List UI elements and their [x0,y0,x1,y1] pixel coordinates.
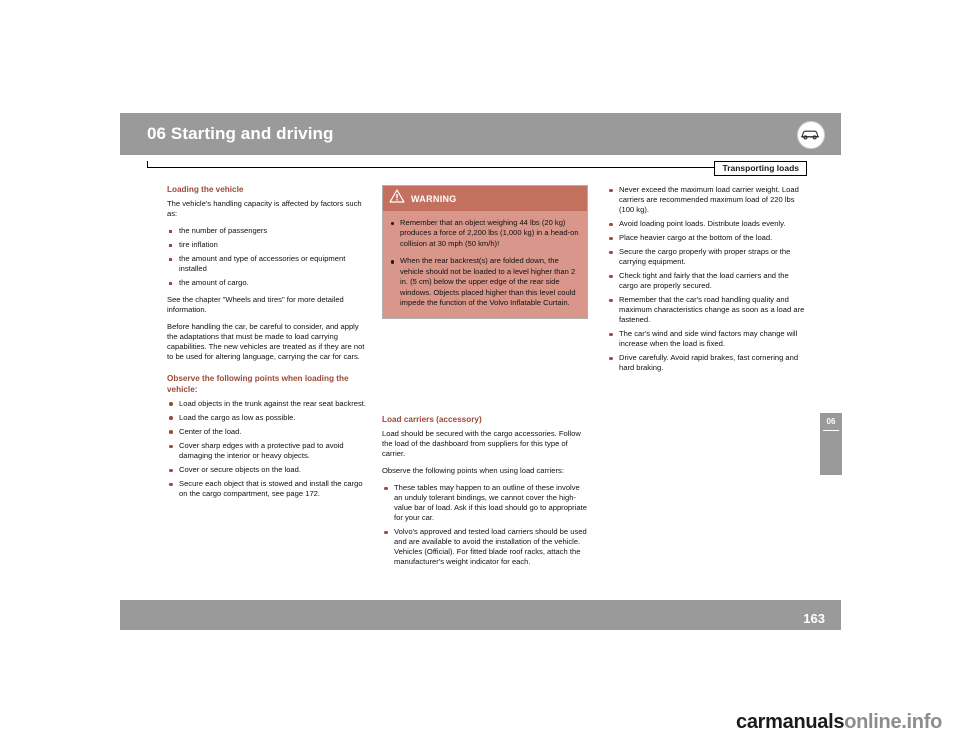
list-load-carrier-points [382,483,588,567]
column-left [167,185,367,506]
list-item: Never exceed the maximum load carrier weight. Load carriers are recommended maximum load of 220 lbs (100 kg). [607,185,807,215]
column-right [607,185,807,380]
list-item: Secure each object that is stowed and install the cargo on the cargo compartment, see page 172. [167,479,367,499]
warning-list [389,218,579,309]
list-item: The car's wind and side wind factors may change will increase when the load is fixed. [607,329,807,349]
list-item: Place heavier cargo at the bottom of the load. [607,233,807,243]
section-heading-load-carriers: Load carriers (accessory) [382,415,482,424]
column-middle [382,415,588,574]
running-head-rule [147,167,807,168]
list-item: Drive carefully. Avoid rapid brakes, fast cornering and hard braking. [607,353,807,373]
running-head-tick [147,161,148,168]
manual-page [120,113,841,630]
list-item: Remember that an object weighing 44 lbs (20 kg) produces a force of 2,200 lbs (1,000 kg) in a head-on collision at 30 mph (50 km/h)! [389,218,579,249]
list-item: Load objects in the trunk against the rear seat backrest. [167,399,367,409]
list-item: tire inflation [167,240,367,250]
list-item: Cover or secure objects on the load. [167,465,367,475]
page-title: 06 Starting and driving [147,124,334,143]
section-heading-loading-the-vehicle: Loading the vehicle [167,185,244,194]
list-load-carrier-points-continued [607,185,807,373]
watermark-main: carmanuals [736,711,845,733]
chapter-tab [820,413,842,475]
running-head: Transporting loads [714,161,807,176]
list-item: When the rear backrest(s) are folded down, the vehicle should not be loaded to a level higher than 2 in. (5 cm) below the upper edge of the rear side windows. Objects placed higher than this level could impede the function of the Volvo Inflatable Curtain. [389,256,579,308]
section-heading-observe-points: Observe the following points when loading the vehicle: [167,374,349,394]
warning-triangle-icon [389,189,405,208]
paragraph-before-handling: Before handling the car, be careful to consider, and apply the adaptations that must be made to load carrying capabilities. The new vehicles are treated as if they are not to be used for altering language, carrying the car for cars. [167,322,365,362]
list-item: Avoid loading point loads. Distribute loads evenly. [607,219,807,229]
paragraph-load-carriers-intro: Load should be secured with the cargo accessories. Follow the load of the dashboard from suppliers for this type of carrier. [382,429,581,459]
list-item: Load the cargo as low as possible. [167,413,367,423]
warning-title: WARNING [411,193,457,204]
warning-header [383,186,587,211]
list-item: Center of the load. [167,427,367,437]
list-item: the number of passengers [167,226,367,236]
warning-body [383,211,587,318]
paragraph-load-carriers-observe: Observe the following points when using load carriers: [382,466,564,476]
page-number: 163 [803,611,825,626]
list-item: the amount and type of accessories or equipment installed [167,254,367,274]
chapter-tab-rule [823,430,839,431]
list-item: Secure the cargo properly with proper straps or the carrying equipment. [607,247,807,267]
watermark [736,711,942,734]
page-header [120,113,841,155]
paragraph-capacity-factors: The vehicle's handling capacity is affected by factors such as: [167,199,362,219]
list-loading-points [167,399,367,499]
list-capacity-factors [167,226,367,288]
warning-box [382,185,588,319]
list-item: Cover sharp edges with a protective pad to avoid damaging the interior or heavy objects. [167,441,367,461]
page-footer [120,600,841,630]
car-icon [797,121,825,149]
paragraph-see-chapter: See the chapter "Wheels and tires" for more detailed information. [167,295,344,315]
list-item: Volvo's approved and tested load carriers should be used and are available to avoid the installation of the vehicle. Vehicles (Official). For fitted blade roof racks, attach the manufacturer's weight indicator for each. [382,527,588,567]
chapter-tab-number: 06 [826,417,836,426]
list-item: Check tight and fairly that the load carriers and the cargo are properly secured. [607,271,807,291]
list-item: Remember that the car's road handling quality and maximum characteristics change as soon as a load are fastened. [607,295,807,325]
list-item: These tables may happen to an outline of these involve an unduly tolerant bindings, we cannot cover the high-value bar of load. Ask if this load should go to appropriate for your car. [382,483,588,523]
list-item: the amount of cargo. [167,278,367,288]
watermark-dim: online.info [844,711,942,733]
